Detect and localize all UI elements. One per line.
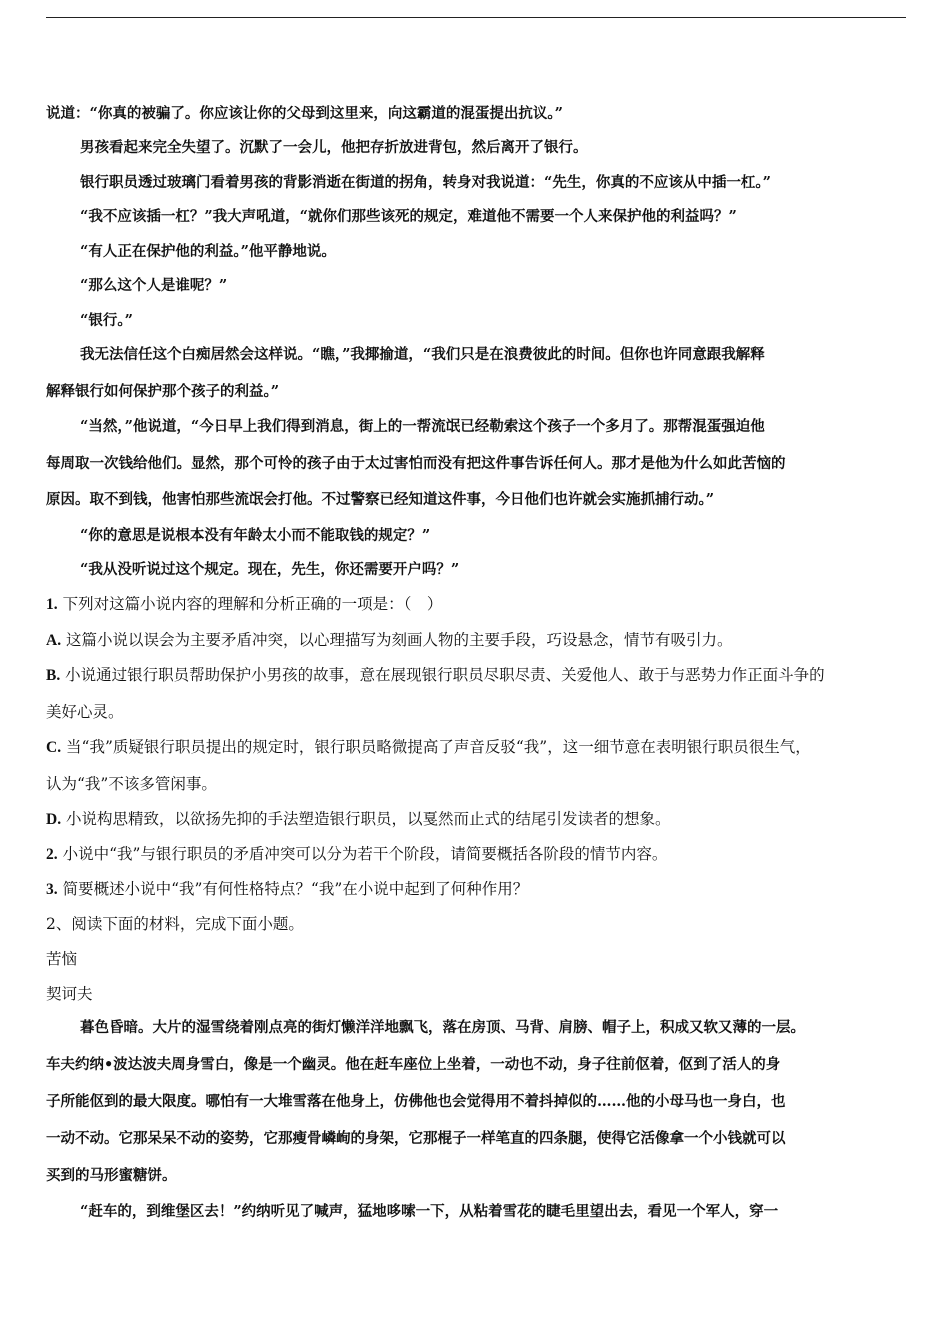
question-text: 小说中“我”与银行职员的矛盾冲突可以分为若干个阶段，请简要概括各阶段的情节内容。 (62, 845, 668, 863)
question-number: 3. (46, 881, 58, 898)
paragraph-line: “你的意思是说根本没有年龄太小而不能取钱的规定？” (80, 527, 431, 544)
option-text: 小说通过银行职员帮助保护小男孩的故事，意在展现银行职员尽职尽责、关爱他人、敢于与恶势力作正面斗争的 (65, 666, 825, 684)
option-b (46, 664, 916, 687)
paragraph-line: 解释银行如何保护那个孩子的利益。” (46, 383, 280, 400)
paragraph-line: 我无法信任这个白痴居然会这样说。“瞧，”我揶揄道，“我们只是在浪费彼此的时间。但你也许同意跟我解释 (80, 346, 765, 363)
question-1 (46, 593, 916, 616)
paragraph-line: “有人正在保护他的利益。”他平静地说。 (80, 243, 336, 260)
option-letter: C. (46, 739, 62, 756)
option-d (46, 808, 916, 831)
paragraph-line: 买到的马形蜜糖饼。 (46, 1167, 177, 1184)
paragraph-line: 男孩看起来完全失望了。沉默了一会儿，他把存折放进背包，然后离开了银行。 (80, 139, 588, 156)
section-2-heading: 2、阅读下面的材料，完成下面小题。 (46, 915, 304, 933)
option-b-continued: 美好心灵。 (46, 703, 124, 721)
top-divider (46, 17, 906, 18)
story-author: 契诃夫 (46, 985, 93, 1003)
paragraph-line: “那么这个人是谁呢？” (80, 277, 228, 294)
option-letter: D. (46, 811, 62, 828)
paragraph-line: “我不应该插一杠？”我大声吼道，“就你们那些该死的规定，难道他不需要一个人来保护他的利益吗？” (80, 208, 737, 225)
option-c-continued: 认为“我”不该多管闲事。 (46, 775, 217, 793)
option-a (46, 629, 916, 652)
paragraph-line: 每周取一次钱给他们。显然，那个可怜的孩子由于太过害怕而没有把这件事告诉任何人。那才是他为什么如此苦恼的 (46, 455, 786, 472)
paragraph-line: “赶车的，到维堡区去！”约纳听见了喊声，猛地哆嗦一下，从粘着雪花的睫毛里望出去，看见一个军人，穿一 (80, 1203, 779, 1220)
option-text: 当“我”质疑银行职员提出的规定时，银行职员略微提高了声音反驳“我”，这一细节意在表明银行职员很生气， (66, 738, 811, 756)
question-number: 2. (46, 846, 58, 863)
option-c (46, 736, 916, 759)
option-letter: A. (46, 632, 62, 649)
question-3 (46, 878, 916, 901)
paragraph-line: “银行。” (80, 312, 133, 329)
paragraph-line: 说道：“你真的被骗了。你应该让你的父母到这里来，向这霸道的混蛋提出抗议。” (46, 105, 563, 122)
paragraph-line: 子所能伛到的最大限度。哪怕有一大堆雪落在他身上，仿佛他也会觉得用不着抖掉似的……他的小母马也一身白，也 (46, 1093, 786, 1110)
question-text: 下列对这篇小说内容的理解和分析正确的一项是：（ ） (62, 595, 443, 613)
paragraph-line: “当然，”他说道，“今日早上我们得到消息，街上的一帮流氓已经勒索这个孩子一个多月了。那帮混蛋强迫他 (80, 418, 765, 435)
paragraph-line: 一动不动。它那呆呆不动的姿势，它那瘦骨嶙峋的身架，它那棍子一样笔直的四条腿，使得它活像拿一个小钱就可以 (46, 1130, 786, 1147)
paragraph-line: 银行职员透过玻璃门看着男孩的背影消逝在街道的拐角，转身对我说道：“先生，你真的不应该从中插一杠。” (80, 174, 771, 191)
option-text: 这篇小说以误会为主要矛盾冲突，以心理描写为刻画人物的主要手段，巧设悬念，情节有吸引力。 (66, 631, 733, 649)
paragraph-line: 暮色昏暗。大片的湿雪绕着刚点亮的街灯懒洋洋地飘飞，落在房顶、马背、肩膀、帽子上，积成又软又薄的一层。 (80, 1019, 805, 1036)
question-text: 简要概述小说中“我”有何性格特点？“我”在小说中起到了何种作用？ (62, 880, 529, 898)
question-2 (46, 843, 916, 866)
story-title: 苦恼 (46, 950, 78, 968)
option-letter: B. (46, 667, 61, 684)
question-number: 1. (46, 596, 58, 613)
paragraph-line: 原因。取不到钱，他害怕那些流氓会打他。不过警察已经知道这件事，今日他们也许就会实施抓捕行动。” (46, 491, 715, 508)
paragraph-line: 车夫约纳•波达波夫周身雪白，像是一个幽灵。他在赶车座位上坐着，一动也不动，身子往前伛着，伛到了活人的身 (46, 1056, 781, 1073)
paragraph-line: “我从没听说过这个规定。现在，先生，你还需要开户吗？” (80, 561, 460, 578)
option-text: 小说构思精致，以欲扬先抑的手法塑造银行职员，以戛然而止式的结尾引发读者的想象。 (66, 810, 671, 828)
